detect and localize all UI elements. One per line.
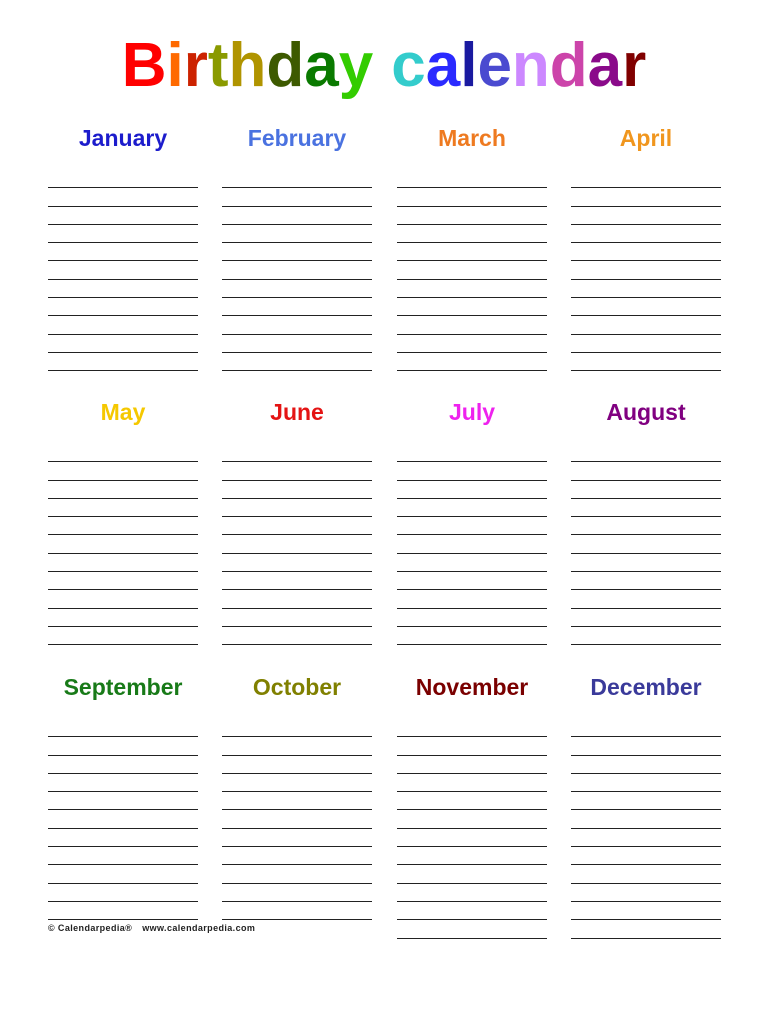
month-name: January [78, 125, 168, 151]
write-in-line[interactable] [571, 335, 721, 353]
write-in-line[interactable] [571, 280, 721, 298]
write-in-line[interactable] [222, 280, 372, 298]
write-in-line[interactable] [48, 188, 198, 206]
write-in-line[interactable] [571, 572, 721, 590]
month-block-june [222, 398, 372, 426]
footer [48, 923, 255, 933]
write-in-line[interactable] [397, 737, 547, 755]
write-in-line[interactable] [48, 316, 198, 334]
title-letter: B [121, 31, 167, 100]
write-in-line[interactable] [571, 792, 721, 810]
month-block-october [222, 673, 372, 701]
write-in-line[interactable] [48, 243, 198, 261]
write-in-line[interactable] [571, 225, 721, 243]
write-in-line[interactable] [48, 737, 198, 755]
footer-website: www.calendarpedia.com [142, 923, 256, 933]
title-letter: t [207, 31, 229, 100]
birthday-lines [571, 719, 721, 939]
month-name: August [606, 399, 686, 425]
page-title [0, 30, 768, 102]
write-in-line[interactable] [222, 590, 372, 608]
write-in-line[interactable] [571, 517, 721, 535]
write-in-line[interactable] [48, 462, 198, 480]
write-in-line[interactable] [571, 627, 721, 645]
write-in-line[interactable] [222, 609, 372, 627]
write-in-line[interactable] [222, 792, 372, 810]
write-in-line[interactable] [222, 170, 372, 188]
write-in-line[interactable] [397, 170, 547, 188]
birthday-lines [48, 719, 198, 920]
write-in-line[interactable] [222, 462, 372, 480]
write-in-line[interactable] [222, 298, 372, 316]
write-in-line[interactable] [397, 261, 547, 279]
write-in-line[interactable] [571, 207, 721, 225]
birthday-lines [397, 719, 547, 939]
title-letter: a [587, 31, 623, 100]
write-in-line[interactable] [222, 829, 372, 847]
write-in-line[interactable] [397, 774, 547, 792]
write-in-line[interactable] [571, 847, 721, 865]
write-in-line[interactable] [397, 627, 547, 645]
title-letter: a [304, 31, 339, 100]
write-in-line[interactable] [222, 810, 372, 828]
write-in-line[interactable] [397, 609, 547, 627]
month-block-july [397, 398, 547, 426]
birthday-lines [397, 170, 547, 371]
title-letter: r [183, 31, 208, 100]
write-in-line[interactable] [571, 884, 721, 902]
write-in-line[interactable] [48, 792, 198, 810]
write-in-line[interactable] [397, 225, 547, 243]
write-in-line[interactable] [397, 810, 547, 828]
write-in-line[interactable] [397, 481, 547, 499]
write-in-line[interactable] [48, 627, 198, 645]
write-in-line[interactable] [48, 499, 198, 517]
write-in-line[interactable] [571, 865, 721, 883]
month-block-september [48, 673, 198, 701]
month-block-november [397, 673, 547, 701]
title-letter: e [477, 31, 512, 100]
write-in-line[interactable] [222, 261, 372, 279]
write-in-line[interactable] [222, 756, 372, 774]
write-in-line[interactable] [48, 884, 198, 902]
write-in-line[interactable] [397, 353, 547, 371]
write-in-line[interactable] [222, 719, 372, 737]
write-in-line[interactable] [397, 847, 547, 865]
write-in-line[interactable] [397, 462, 547, 480]
write-in-line[interactable] [571, 719, 721, 737]
write-in-line[interactable] [48, 719, 198, 737]
title-letter: a [425, 31, 461, 100]
write-in-line[interactable] [571, 499, 721, 517]
birthday-lines [222, 719, 372, 920]
write-in-line[interactable] [48, 535, 198, 553]
write-in-line[interactable] [222, 737, 372, 755]
write-in-line[interactable] [571, 170, 721, 188]
write-in-line[interactable] [397, 517, 547, 535]
write-in-line[interactable] [397, 188, 547, 206]
write-in-line[interactable] [48, 756, 198, 774]
write-in-line[interactable] [48, 298, 198, 316]
write-in-line[interactable] [48, 554, 198, 572]
write-in-line[interactable] [571, 810, 721, 828]
birthday-lines [571, 444, 721, 645]
write-in-line[interactable] [397, 756, 547, 774]
month-name: March [438, 125, 506, 151]
write-in-line[interactable] [48, 847, 198, 865]
write-in-line[interactable] [571, 481, 721, 499]
write-in-line[interactable] [222, 335, 372, 353]
month-block-january [48, 124, 198, 152]
write-in-line[interactable] [571, 353, 721, 371]
write-in-line[interactable] [48, 481, 198, 499]
write-in-line[interactable] [48, 444, 198, 462]
write-in-line[interactable] [48, 774, 198, 792]
write-in-line[interactable] [222, 572, 372, 590]
write-in-line[interactable] [222, 535, 372, 553]
month-block-may [48, 398, 198, 426]
write-in-line[interactable] [571, 535, 721, 553]
write-in-line[interactable] [222, 481, 372, 499]
write-in-line[interactable] [48, 865, 198, 883]
write-in-line[interactable] [571, 590, 721, 608]
write-in-line[interactable] [571, 902, 721, 920]
write-in-line[interactable] [571, 298, 721, 316]
write-in-line[interactable] [48, 590, 198, 608]
month-name: October [252, 674, 342, 700]
write-in-line[interactable] [222, 316, 372, 334]
write-in-line[interactable] [397, 719, 547, 737]
title-letter: d [549, 31, 588, 100]
write-in-line[interactable] [397, 792, 547, 810]
write-in-line[interactable] [222, 353, 372, 371]
write-in-line[interactable] [397, 335, 547, 353]
write-in-line[interactable] [48, 170, 198, 188]
footer-copyright: © Calendarpedia® [48, 923, 133, 933]
write-in-line[interactable] [571, 261, 721, 279]
write-in-line[interactable] [397, 920, 547, 938]
title-letter: r [622, 31, 647, 100]
title-letter: n [511, 31, 550, 100]
write-in-line[interactable] [48, 353, 198, 371]
write-in-line[interactable] [48, 609, 198, 627]
month-name: December [590, 674, 702, 700]
write-in-line[interactable] [222, 554, 372, 572]
write-in-line[interactable] [571, 756, 721, 774]
write-in-line[interactable] [571, 609, 721, 627]
write-in-line[interactable] [222, 865, 372, 883]
title-letter: i [166, 31, 184, 100]
write-in-line[interactable] [222, 207, 372, 225]
write-in-line[interactable] [48, 225, 198, 243]
write-in-line[interactable] [222, 847, 372, 865]
month-name: September [63, 674, 183, 700]
write-in-line[interactable] [397, 865, 547, 883]
write-in-line[interactable] [48, 829, 198, 847]
birthday-lines [222, 444, 372, 645]
write-in-line[interactable] [571, 243, 721, 261]
write-in-line[interactable] [48, 207, 198, 225]
write-in-line[interactable] [222, 243, 372, 261]
write-in-line[interactable] [222, 188, 372, 206]
birthday-lines [48, 170, 198, 371]
write-in-line[interactable] [397, 499, 547, 517]
birthday-lines [571, 170, 721, 371]
write-in-line[interactable] [571, 829, 721, 847]
write-in-line[interactable] [397, 298, 547, 316]
write-in-line[interactable] [222, 627, 372, 645]
write-in-line[interactable] [397, 572, 547, 590]
month-name: February [247, 125, 347, 151]
write-in-line[interactable] [397, 243, 547, 261]
write-in-line[interactable] [397, 884, 547, 902]
title-letter: y [338, 31, 374, 100]
month-block-december [571, 673, 721, 701]
write-in-line[interactable] [48, 335, 198, 353]
write-in-line[interactable] [571, 737, 721, 755]
write-in-line[interactable] [571, 462, 721, 480]
title-letter: d [266, 31, 305, 100]
write-in-line[interactable] [222, 774, 372, 792]
write-in-line[interactable] [397, 280, 547, 298]
write-in-line[interactable] [397, 444, 547, 462]
write-in-line[interactable] [571, 188, 721, 206]
write-in-line[interactable] [222, 902, 372, 920]
title-letter [373, 30, 391, 102]
month-block-february [222, 124, 372, 152]
month-block-august [571, 398, 721, 426]
write-in-line[interactable] [397, 207, 547, 225]
month-block-april [571, 124, 721, 152]
write-in-line[interactable] [397, 590, 547, 608]
write-in-line[interactable] [222, 499, 372, 517]
write-in-line[interactable] [48, 902, 198, 920]
write-in-line[interactable] [48, 280, 198, 298]
write-in-line[interactable] [48, 517, 198, 535]
month-name: July [448, 399, 496, 425]
write-in-line[interactable] [571, 554, 721, 572]
write-in-line[interactable] [571, 920, 721, 938]
write-in-line[interactable] [222, 444, 372, 462]
write-in-line[interactable] [397, 829, 547, 847]
write-in-line[interactable] [571, 444, 721, 462]
write-in-line[interactable] [222, 225, 372, 243]
birthday-lines [222, 170, 372, 371]
write-in-line[interactable] [397, 554, 547, 572]
write-in-line[interactable] [571, 316, 721, 334]
write-in-line[interactable] [397, 316, 547, 334]
title-letter: c [391, 31, 426, 100]
write-in-line[interactable] [48, 572, 198, 590]
month-name: November [415, 674, 529, 700]
write-in-line[interactable] [48, 810, 198, 828]
month-block-march [397, 124, 547, 152]
month-name: June [270, 399, 324, 425]
write-in-line[interactable] [48, 261, 198, 279]
write-in-line[interactable] [571, 774, 721, 792]
write-in-line[interactable] [222, 884, 372, 902]
title-letter: h [228, 31, 267, 100]
title-letter: l [460, 31, 478, 100]
month-name: May [100, 399, 146, 425]
month-name: April [619, 125, 673, 151]
birthday-lines [48, 444, 198, 645]
write-in-line[interactable] [222, 517, 372, 535]
birthday-lines [397, 444, 547, 645]
write-in-line[interactable] [397, 902, 547, 920]
write-in-line[interactable] [397, 535, 547, 553]
